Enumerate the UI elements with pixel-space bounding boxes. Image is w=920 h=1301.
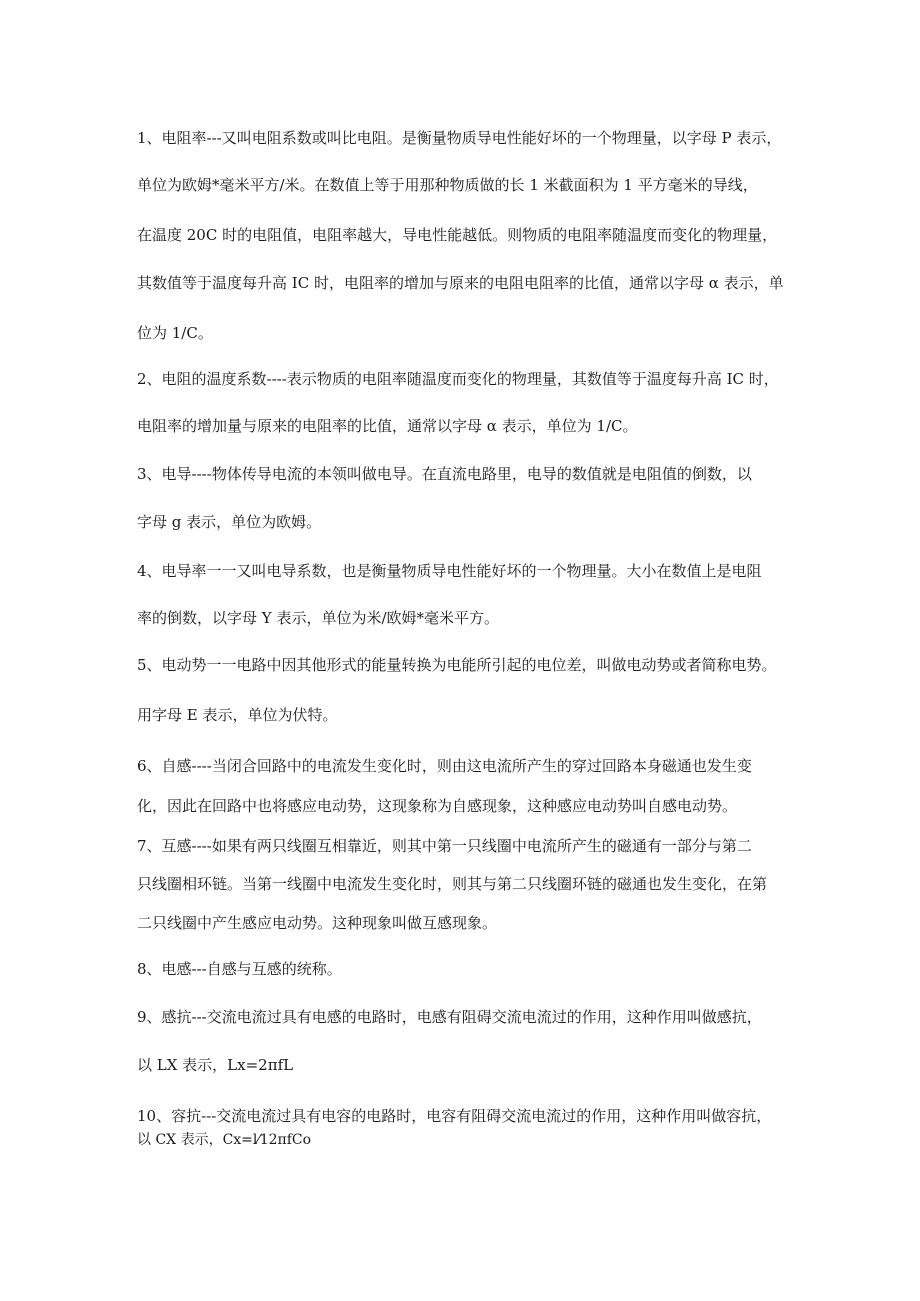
item-5-line-2: 用字母 E 表示，单位为伏特。 <box>137 706 338 724</box>
item-10-line-1: 10、容抗---交流电流过具有电容的电路时，电容有阻碍交流电流过的作用，这种作用叫做容抗， <box>137 1107 772 1125</box>
item-1-line-2: 单位为欧姆*毫米平方/米。在数值上等于用那种物质做的长 1 米截面积为 1 平方毫米的导线， <box>137 176 758 194</box>
item-3-line-2: 字母 g 表示，单位为欧姆。 <box>137 513 322 531</box>
item-1-line-4: 其数值等于温度每升高 IC 时，电阻率的增加与原来的电阻电阻率的比值，通常以字母 α 表示，单 <box>137 274 784 292</box>
item-8-line-1: 8、电感---自感与互感的统称。 <box>137 960 342 978</box>
item-4-line-1: 4、电导率一一又叫电导系数，也是衡量物质导电性能好坏的一个物理量。大小在数值上是电阻 <box>137 562 762 580</box>
item-4-line-2: 率的倒数，以字母 Y 表示，单位为米/欧姆*毫米平方。 <box>137 609 499 627</box>
item-7-line-3: 二只线圈中产生感应电动势。这种现象叫做互感现象。 <box>137 914 498 932</box>
item-1-line-5: 位为 1/C。 <box>137 324 213 342</box>
item-1-line-3: 在温度 20C 时的电阻值，电阻率越大，导电性能越低。则物质的电阻率随温度而变化的物理量， <box>137 226 778 244</box>
item-2-line-1: 2、电阻的温度系数----表示物质的电阻率随温度而变化的物理量，其数值等于温度每升高 IC 时， <box>137 370 779 388</box>
item-6-line-2: 化，因此在回路中也将感应电动势，这现象称为自感现象，这种感应电动势叫自感电动势。 <box>137 797 738 815</box>
item-1-line-1: 1、电阻率---又叫电阻系数或叫比电阻。是衡量物质导电性能好坏的一个物理量，以字母 P 表示， <box>137 129 782 147</box>
item-6-line-1: 6、自感----当闭合回路中的电流发生变化时，则由这电流所产生的穿过回路本身磁通也发生变 <box>137 757 752 775</box>
item-2-line-2: 电阻率的增加量与原来的电阻率的比值，通常以字母 α 表示，单位为 1/C。 <box>137 417 638 435</box>
item-5-line-1: 5、电动势一一电路中因其他形式的能量转换为电能所引起的电位差，叫做电动势或者简称电势。 <box>137 656 777 674</box>
item-9-line-1: 9、感抗---交流电流过具有电感的电路时，电感有阻碍交流电流过的作用，这种作用叫做感抗， <box>137 1008 762 1026</box>
item-3-line-1: 3、电导----物体传导电流的本领叫做电导。在直流电路里，电导的数值就是电阻值的倒数，以 <box>137 465 752 483</box>
item-7-line-2: 只线圈相环链。当第一线圈中电流发生变化时，则其与第二只线圈环链的磁通也发生变化，在第 <box>137 875 768 893</box>
item-10-line-2: 以 CX 表示，Cx=l⁄12πfCo <box>137 1132 312 1148</box>
item-9-line-2: 以 LX 表示，Lx=2πfL <box>137 1056 294 1074</box>
item-7-line-1: 7、互感----如果有两只线圈互相靠近，则其中第一只线圈中电流所产生的磁通有一部分与第二 <box>137 837 752 855</box>
